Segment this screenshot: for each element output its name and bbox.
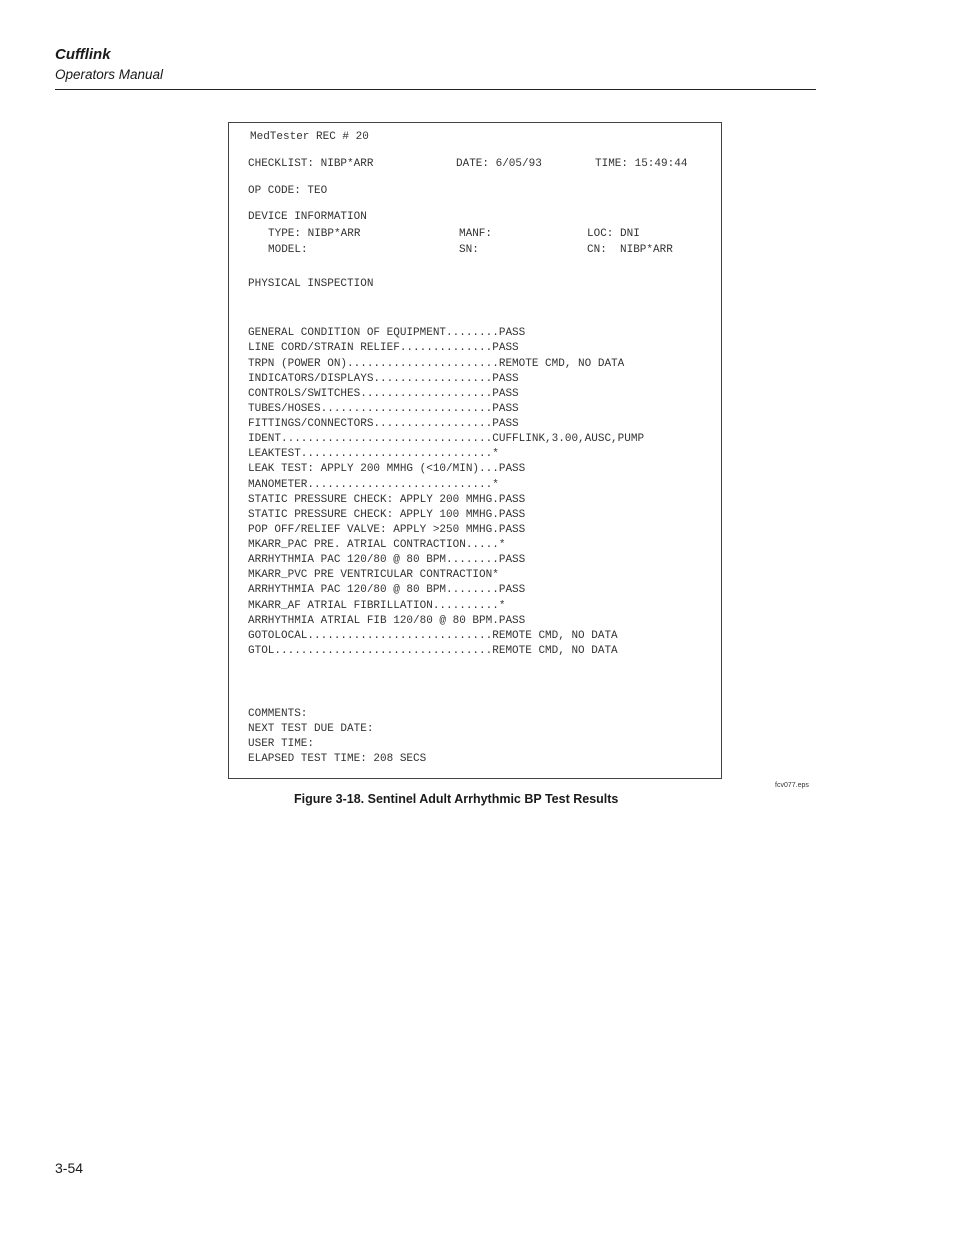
comments-line: COMMENTS: [248, 708, 308, 720]
test-report-box [228, 122, 722, 779]
device-serial-number: SN: [459, 244, 479, 256]
result-line: FITTINGS/CONNECTORS..................PASS [248, 418, 519, 430]
result-line: ARRHYTHMIA ATRIAL FIB 120/80 @ 80 BPM.PASS [248, 615, 526, 627]
result-line: ARRHYTHMIA PAC 120/80 @ 80 BPM........PASS [248, 554, 526, 566]
figure-file-label: fcv077.eps [775, 782, 809, 789]
result-line: GOTOLOCAL............................REMOTE CMD, NO DATA [248, 630, 618, 642]
result-line: GTOL.................................REMOTE CMD, NO DATA [248, 645, 618, 657]
document-subtitle: Operators Manual [55, 67, 164, 82]
result-line: TUBES/HOSES..........................PASS [248, 403, 519, 415]
result-line: TRPN (POWER ON).......................REMOTE CMD, NO DATA [248, 358, 625, 370]
physical-inspection-heading: PHYSICAL INSPECTION [248, 278, 374, 290]
device-type: TYPE: NIBP*ARR [268, 228, 361, 240]
document-title: Cufflink [55, 46, 111, 63]
device-control-number: CN: NIBP*ARR [587, 244, 673, 256]
result-line: LEAK TEST: APPLY 200 MMHG (<10/MIN)...PASS [248, 463, 526, 475]
report-checklist: CHECKLIST: NIBP*ARR [248, 158, 374, 170]
result-line: STATIC PRESSURE CHECK: APPLY 100 MMHG.PASS [248, 509, 526, 521]
result-line: INDICATORS/DISPLAYS..................PASS [248, 373, 519, 385]
elapsed-time-line: ELAPSED TEST TIME: 208 SECS [248, 753, 427, 765]
device-manufacturer: MANF: [459, 228, 493, 240]
next-test-due-line: NEXT TEST DUE DATE: [248, 723, 374, 735]
result-line: CONTROLS/SWITCHES....................PASS [248, 388, 519, 400]
result-line: LEAKTEST.............................* [248, 448, 499, 460]
device-model: MODEL: [268, 244, 308, 256]
device-location: LOC: DNI [587, 228, 640, 240]
result-line: POP OFF/RELIEF VALVE: APPLY >250 MMHG.PASS [248, 524, 526, 536]
result-line: GENERAL CONDITION OF EQUIPMENT........PASS [248, 327, 526, 339]
page-number: 3-54 [55, 1160, 84, 1176]
result-line: IDENT................................CUFFLINK,3.00,AUSC,PUMP [248, 433, 645, 445]
result-line: MANOMETER............................* [248, 479, 499, 491]
device-info-heading: DEVICE INFORMATION [248, 211, 367, 223]
result-line: STATIC PRESSURE CHECK: APPLY 200 MMHG.PASS [248, 494, 526, 506]
result-line: LINE CORD/STRAIN RELIEF..............PASS [248, 342, 519, 354]
user-time-line: USER TIME: [248, 738, 315, 750]
result-line: ARRHYTHMIA PAC 120/80 @ 80 BPM........PASS [248, 584, 526, 596]
report-record-number: MedTester REC # 20 [250, 131, 369, 143]
result-line: MKARR_PAC PRE. ATRIAL CONTRACTION.....* [248, 539, 506, 551]
header-divider [55, 89, 816, 90]
result-line: MKARR_PVC PRE VENTRICULAR CONTRACTION* [248, 569, 499, 581]
report-time: TIME: 15:49:44 [595, 158, 688, 170]
result-line: MKARR_AF ATRIAL FIBRILLATION..........* [248, 600, 506, 612]
report-date: DATE: 6/05/93 [456, 158, 542, 170]
figure-caption: Figure 3-18. Sentinel Adult Arrhythmic BP Test Results [294, 792, 619, 806]
report-op-code: OP CODE: TEO [248, 185, 328, 197]
